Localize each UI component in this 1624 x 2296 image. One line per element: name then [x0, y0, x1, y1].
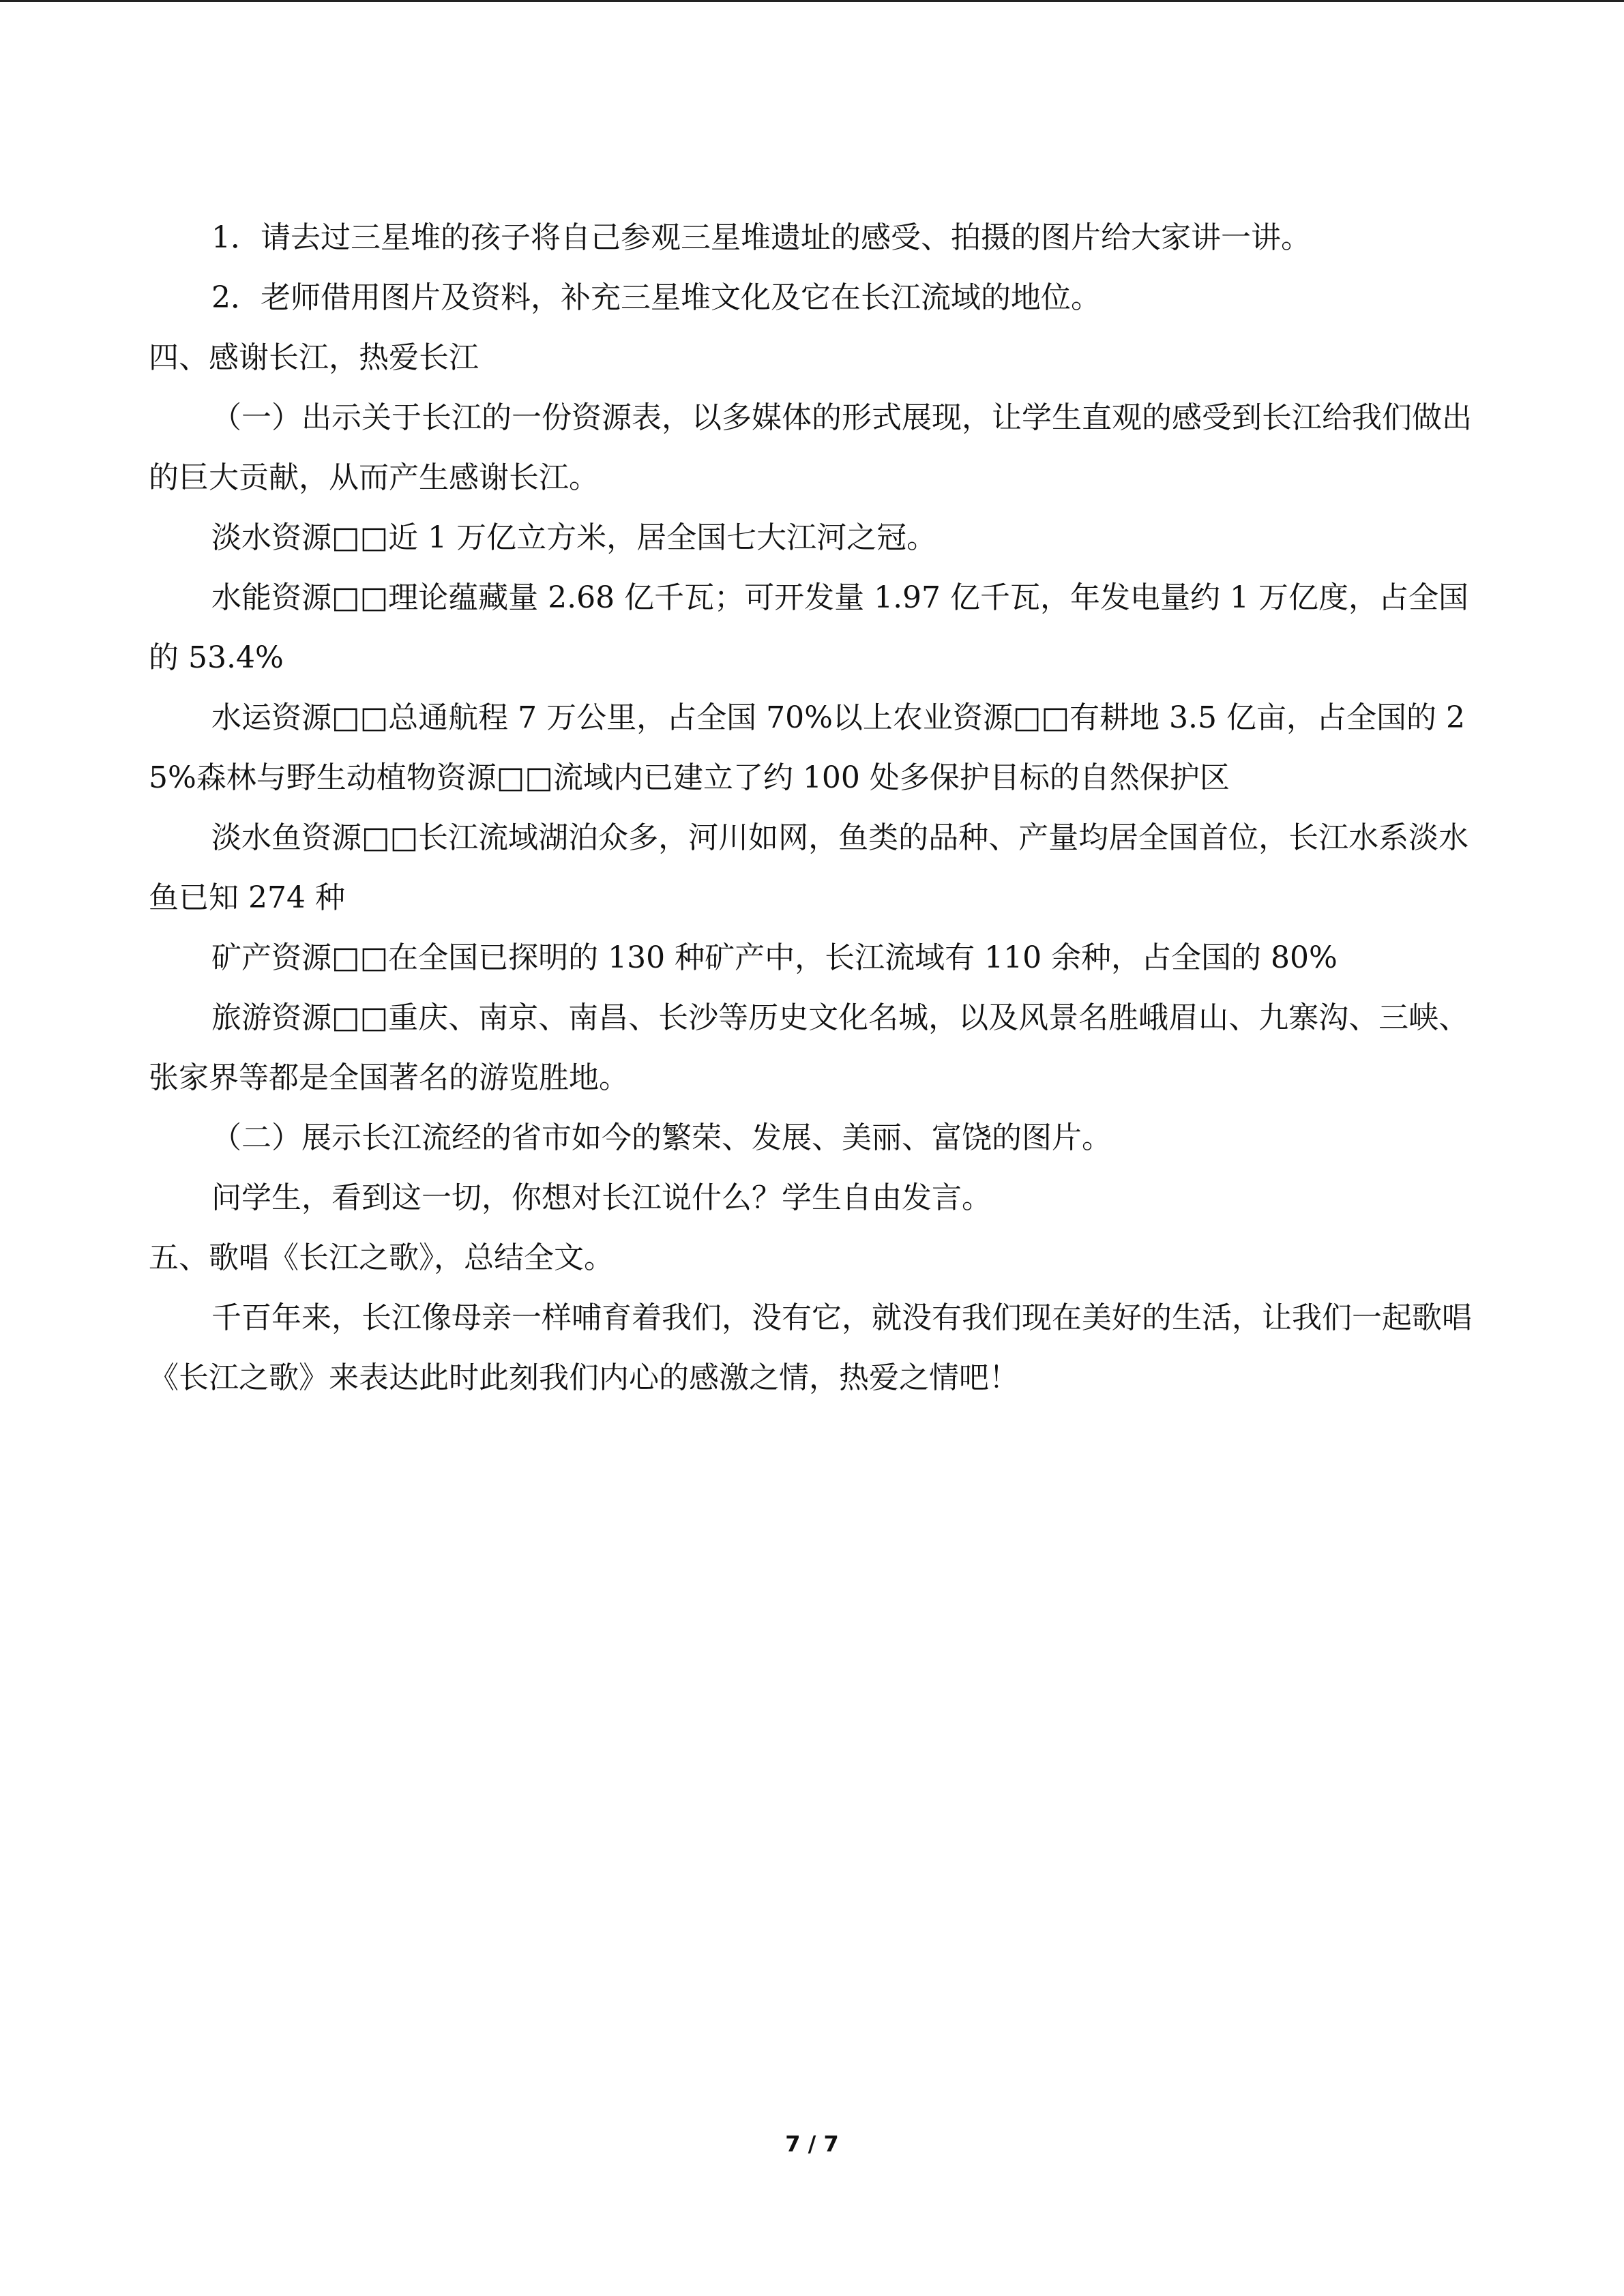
section-heading-4: 四、感谢长江，热爱长江	[149, 340, 479, 375]
section-heading-5: 五、歌唱《长江之歌》，总结全文。	[149, 1240, 614, 1275]
page-number: 7 / 7	[785, 2131, 839, 2157]
hydropower-resources-paragraph: 水能资源□□理论蕴藏量 2.68 亿千瓦；可开发量 1.97 亿千瓦，年发电量约 1 万亿度，占全国的 53.4%	[149, 580, 1468, 675]
subsection-1-paragraph: （一）出示关于长江的一份资源表，以多媒体的形式展现，让学生直观的感受到长江给我们做出的巨大贡献，从而产生感谢长江。	[149, 400, 1472, 495]
list-item-2: 2．老师借用图片及资料，补充三星堆文化及它在长江流域的地位。	[211, 280, 1101, 315]
freshwater-fish-paragraph: 淡水鱼资源□□长江流域湖泊众多，河川如网，鱼类的品种、产量均居全国首位，长江水系淡水鱼已知 274 种	[149, 820, 1469, 915]
subsection-2-paragraph: （二）展示长江流经的省市如今的繁荣、发展、美丽、富饶的图片。	[211, 1120, 1112, 1155]
freshwater-resources-paragraph: 淡水资源□□近 1 万亿立方米，居全国七大江河之冠。	[211, 520, 937, 555]
list-item-1: 1．请去过三星堆的孩子将自己参观三星堆遗址的感受、拍摄的图片给大家讲一讲。	[211, 220, 1311, 255]
document-body	[149, 208, 1479, 1408]
tourism-resources-paragraph: 旅游资源□□重庆、南京、南昌、长沙等历史文化名城，以及风景名胜峨眉山、九寨沟、三峡、张家界等都是全国著名的游览胜地。	[149, 1000, 1469, 1095]
mineral-resources-paragraph: 矿产资源□□在全国已探明的 130 种矿产中，长江流域有 110 余种，占全国的 80%	[211, 940, 1338, 975]
page-top-rule	[0, 0, 1624, 2]
shipping-agriculture-forest-paragraph: 水运资源□□总通航程 7 万公里，占全国 70%以上农业资源□□有耕地 3.5 亿亩，占全国的 25%森林与野生动植物资源□□流域内已建立了约 100 处多保护目标的自然保护区	[149, 700, 1465, 795]
student-discussion-paragraph: 问学生，看到这一切，你想对长江说什么？学生自由发言。	[211, 1180, 992, 1215]
conclusion-paragraph: 千百年来，长江像母亲一样哺育着我们，没有它，就没有我们现在美好的生活，让我们一起歌唱《长江之歌》来表达此时此刻我们内心的感激之情，热爱之情吧！	[149, 1300, 1472, 1395]
